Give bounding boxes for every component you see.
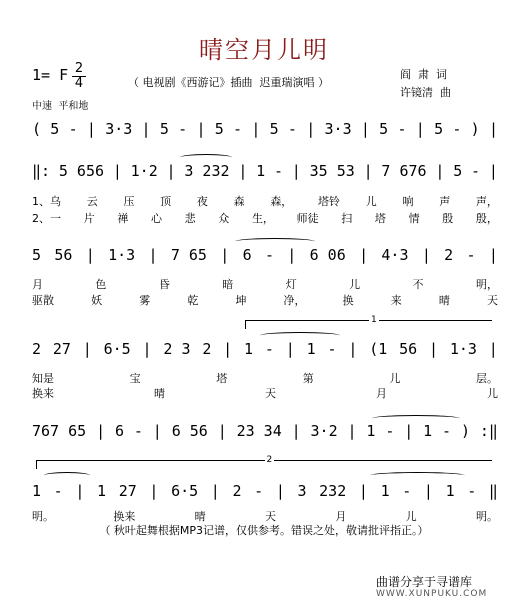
transcription-note: （ 秋叶起舞根据MP3记谱，仅供参考。错误之处，敬请批评指正。） (99, 524, 429, 537)
composer-credit: 许镜清 曲 (400, 86, 451, 99)
note-group: 1·3 (449, 340, 477, 358)
bar-line: | (488, 340, 498, 358)
lyric-syllable: 情 (408, 212, 420, 225)
lyric-syllable: 儿 (349, 278, 361, 291)
tie (180, 154, 232, 161)
note-group: 5 (379, 120, 389, 138)
lyricist-credit: 阎 肃 词 (400, 68, 447, 81)
time-signature-top: 2 (74, 61, 84, 76)
note-group: (1 (369, 340, 388, 358)
bar-line: | (306, 120, 316, 138)
note-group: 6 (114, 422, 124, 440)
lyric-syllable: 换来 (113, 510, 136, 523)
note-group: 2 3 (163, 340, 191, 358)
bar-line: | (415, 120, 425, 138)
lyric-syllable: 声， (475, 195, 498, 208)
note-group: - (178, 120, 188, 138)
bar-line: | (238, 162, 248, 180)
lyric-syllable: 昏 (158, 278, 170, 291)
bar-line: ( (32, 120, 42, 138)
note-group: 6 06 (309, 246, 346, 264)
bar-line: | (428, 340, 438, 358)
lyric-syllable: 声 (439, 195, 451, 208)
bar-line: | (287, 246, 297, 264)
key-signature: 1= F (32, 66, 69, 84)
lyrics-verse-1-line-4 (32, 370, 498, 386)
bar-line: | (488, 246, 498, 264)
note-group: 2 (444, 246, 454, 264)
note-group: 7 676 (381, 162, 427, 180)
bar-line: | (112, 162, 122, 180)
note-group: 2 (32, 340, 42, 358)
lyric-syllable: 坤 (235, 294, 247, 307)
score-line-4 (32, 340, 498, 358)
bar-line: :‖ (479, 422, 498, 440)
lyric-syllable: 第 (302, 372, 314, 385)
bar-line: | (148, 246, 158, 264)
lyrics-verse-1-line-3 (32, 276, 498, 292)
bar-line: | (359, 246, 369, 264)
lyric-syllable: 妖 (91, 294, 103, 307)
lyric-syllable: 塔 (374, 212, 386, 225)
bar-line: | (141, 120, 151, 138)
note-group: 35 53 (309, 162, 355, 180)
bar-line: | (223, 340, 233, 358)
note-group: 1 (366, 422, 376, 440)
lyric-syllable: 色 (95, 278, 107, 291)
bar-line: | (423, 482, 433, 500)
bar-line: | (96, 422, 106, 440)
lyric-syllable: 天 (264, 510, 276, 523)
bar-line: | (435, 162, 445, 180)
bar-line: | (210, 482, 220, 500)
lyric-syllable: 儿 (487, 387, 498, 400)
note-group: 5 (434, 120, 444, 138)
note-group: 3·3 (105, 120, 133, 138)
lyric-syllable: 月 (335, 510, 347, 523)
lyric-syllable: 悲 (184, 212, 196, 225)
note-group: 5 656 (58, 162, 105, 180)
score-line-3 (32, 246, 498, 264)
lyric-syllable: 灯 (285, 278, 297, 291)
bar-line: | (348, 340, 358, 358)
bar-line: | (404, 422, 414, 440)
note-group: - (452, 120, 462, 138)
bar-line: | (291, 162, 301, 180)
note-group: 1·3 (108, 246, 136, 264)
lyric-syllable: 扫 (341, 212, 353, 225)
note-group: 5 (50, 120, 60, 138)
note-group: 3 232 (184, 162, 230, 180)
score-line-2 (32, 162, 498, 180)
note-group: - (467, 482, 477, 500)
bar-line: | (251, 120, 261, 138)
note-group: 5 (214, 120, 224, 138)
note-group: 3·3 (324, 120, 352, 138)
note-group: 1·2 (130, 162, 158, 180)
note-group: - (397, 120, 407, 138)
note-group: 6 56 (171, 422, 208, 440)
lyric-syllable: 心 (150, 212, 162, 225)
tie (44, 472, 90, 479)
note-group: 4·3 (381, 246, 409, 264)
lyrics-verse-1-line-2 (32, 193, 498, 209)
bar-line: | (291, 422, 301, 440)
lyric-syllable: 明。 (32, 510, 54, 523)
bar-line: ) (460, 422, 470, 440)
note-group: 6 (242, 246, 252, 264)
note-group: 2 (232, 482, 242, 500)
lyric-syllable: 暗 (222, 278, 234, 291)
lyrics-verse-2-line-2 (32, 210, 498, 226)
lyric-syllable: 明。 (475, 510, 498, 523)
site-url: WWW.XUNPUKU.COM (376, 589, 488, 599)
score-line-1 (32, 120, 498, 138)
lyric-syllable: 塔 (216, 372, 228, 385)
bar-line: | (217, 422, 227, 440)
lyric-syllable: 晴 (154, 387, 165, 400)
bar-line: | (85, 246, 95, 264)
tempo-marking: 中速 平和地 (32, 101, 89, 112)
time-signature (72, 63, 86, 90)
lyric-syllable: 雾 (139, 294, 151, 307)
note-group: 1 (32, 482, 42, 500)
bar-line: | (488, 162, 498, 180)
bar-line: | (488, 120, 498, 138)
lyric-syllable: 天 (486, 294, 498, 307)
note-group: 232 (319, 482, 347, 500)
lyric-syllable: 知是 (32, 372, 54, 385)
bar-line: | (152, 422, 162, 440)
lyric-syllable: 换 (342, 294, 354, 307)
tie (235, 238, 315, 245)
song-subtitle: （ 电视剧《西游记》插曲 迟重瑞演唱 ） (128, 76, 329, 89)
lyric-syllable: 儿 (389, 372, 401, 385)
lyric-syllable: 明， (475, 278, 498, 291)
bar-line: | (196, 120, 206, 138)
lyric-syllable: 晴 (438, 294, 450, 307)
note-group: - (254, 482, 264, 500)
note-group: 1 (306, 340, 316, 358)
lyric-syllable: 儿 (405, 510, 417, 523)
bar-line: | (358, 482, 368, 500)
lyric-syllable: 殷 (442, 212, 454, 225)
volta-label-1: 1 (371, 315, 377, 325)
note-group: 1 (445, 482, 455, 500)
volta-bracket-1 (245, 315, 492, 329)
note-group: - (53, 482, 63, 500)
bar-line: | (275, 482, 285, 500)
lyric-syllable: 片 (83, 212, 95, 225)
note-group: 5 (32, 246, 42, 264)
bar-line: | (86, 120, 96, 138)
lyric-syllable: 塔铃 (318, 195, 341, 208)
bar-line: | (75, 482, 85, 500)
note-group: - (466, 246, 476, 264)
bar-line: | (166, 162, 176, 180)
note-group: 1 (256, 162, 266, 180)
note-group: - (385, 422, 395, 440)
bar-line: | (347, 422, 357, 440)
time-signature-bottom: 4 (74, 76, 84, 91)
bar-line: | (149, 482, 159, 500)
lyric-syllable: 来 (390, 294, 402, 307)
note-group: 5 (159, 120, 169, 138)
note-group: 5 (269, 120, 279, 138)
score-line-6 (32, 482, 498, 500)
site-watermark: 曲谱分享于寻谱库 (376, 575, 473, 589)
lyric-syllable: 2、一 (32, 212, 61, 225)
note-group: - (442, 422, 452, 440)
lyrics-verse-2-line-4 (32, 385, 498, 401)
note-group: - (287, 120, 297, 138)
lyric-syllable: 夜 (196, 195, 208, 208)
lyrics-verse-2-line-3 (32, 292, 498, 308)
bar-line: | (285, 340, 295, 358)
lyric-syllable: 月 (32, 278, 43, 291)
note-group: 6·5 (171, 482, 199, 500)
bar-line: ‖ (488, 482, 498, 500)
lyric-syllable: 1、乌 (32, 195, 61, 208)
lyric-syllable: 森 (233, 195, 245, 208)
note-group: 23 34 (236, 422, 282, 440)
note-group: - (402, 482, 412, 500)
song-title: 晴空月儿明 (199, 36, 329, 64)
note-group: - (264, 246, 274, 264)
lyric-syllable: 层。 (475, 372, 498, 385)
lyric-syllable: 月 (376, 387, 387, 400)
note-group: 1 (97, 482, 107, 500)
bar-line: | (360, 120, 370, 138)
note-group: 1 (380, 482, 390, 500)
note-group: 27 (52, 340, 71, 358)
tie (260, 332, 340, 339)
bar-line: ‖: (32, 162, 51, 180)
lyric-syllable: 殷， (475, 212, 498, 225)
note-group: 27 (118, 482, 137, 500)
note-group: 7 65 (170, 246, 207, 264)
bar-line: | (421, 246, 431, 264)
bar-line: | (142, 340, 152, 358)
note-group: 3·2 (310, 422, 338, 440)
note-group: - (233, 120, 243, 138)
bar-line: | (82, 340, 92, 358)
lyric-syllable: 压 (123, 195, 135, 208)
lyric-syllable: 宝 (129, 372, 141, 385)
lyric-syllable: 师徒 (296, 212, 319, 225)
note-group: 6·5 (103, 340, 131, 358)
note-group: - (133, 422, 143, 440)
lyric-syllable: 森， (270, 195, 293, 208)
lyric-syllable: 顶 (160, 195, 172, 208)
lyric-syllable: 响 (402, 195, 414, 208)
lyric-syllable: 驱散 (32, 294, 54, 307)
lyric-syllable: 生， (251, 212, 274, 225)
lyric-syllable: 晴 (194, 510, 206, 523)
lyric-syllable: 净， (283, 294, 306, 307)
note-group: - (264, 340, 274, 358)
note-group: 1 (423, 422, 433, 440)
lyric-syllable: 换来 (32, 387, 54, 400)
lyric-syllable: 天 (265, 387, 276, 400)
lyric-syllable: 云 (86, 195, 98, 208)
lyric-syllable: 禅 (117, 212, 129, 225)
note-group: - (471, 162, 481, 180)
note-group: - (68, 120, 78, 138)
score-line-5 (32, 422, 498, 440)
volta-label-2: 2 (266, 455, 273, 465)
note-group: - (273, 162, 283, 180)
lyric-syllable: 不 (412, 278, 424, 291)
lyric-syllable: 众 (218, 212, 230, 225)
lyric-syllable: 儿 (365, 195, 377, 208)
tie (370, 472, 465, 479)
volta-bracket-2 (36, 455, 492, 469)
bar-line: | (363, 162, 373, 180)
bar-line: ) (470, 120, 480, 138)
note-group: 1 (244, 340, 254, 358)
note-group: 3 (297, 482, 307, 500)
note-group: 56 (54, 246, 73, 264)
tie (372, 415, 460, 422)
bar-line: | (220, 246, 230, 264)
note-group: - (327, 340, 337, 358)
note-group: 56 (399, 340, 418, 358)
note-group: 5 (453, 162, 463, 180)
note-group: 767 65 (32, 422, 87, 440)
note-group: 2 (202, 340, 212, 358)
lyric-syllable: 乾 (187, 294, 199, 307)
